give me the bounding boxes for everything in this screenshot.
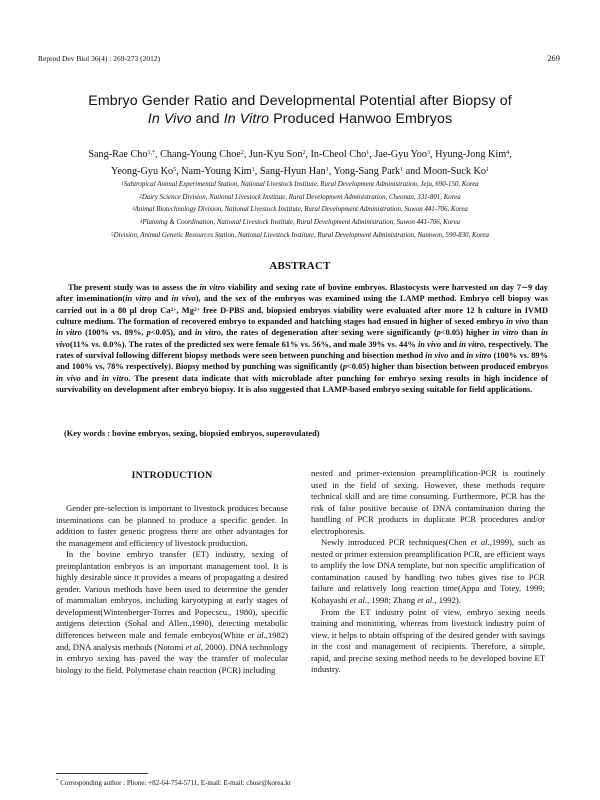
footnote-divider	[56, 773, 148, 774]
affiliations	[30, 179, 570, 243]
author-list	[40, 146, 560, 180]
author: and Moon-Suck Ko	[403, 166, 487, 177]
abstract-text: <0.05) higher	[440, 328, 493, 338]
author-sup: 1	[325, 167, 329, 173]
abstract-text: and	[80, 373, 102, 383]
abstract-sup: 2+	[193, 306, 200, 313]
abstract-italic: p	[146, 328, 151, 338]
author: Yeong-Gyu Ko	[110, 166, 174, 177]
author: , Nam-Young Kim	[176, 166, 252, 177]
author-sup: 1,*	[147, 150, 155, 156]
abstract-text: viability and sexing rate of bovine embryos. Blastocysts were harvested on day 7∼9 day after insemination(	[56, 283, 548, 304]
paragraph-italic: et al	[185, 641, 201, 652]
right-column	[311, 468, 545, 676]
abstract-italic: in vivo	[56, 328, 548, 349]
paragraph-text: ,1982) and, DNA analysis methods (Notomi	[56, 630, 288, 652]
abstract-italic: in vivo	[417, 339, 442, 349]
abstract-text: ), and the sex of the embryos was examined using the LAMP method. Embryo cell biopsy was carried out in a 80 μl drop Ca	[56, 294, 548, 315]
paragraph-text: , 1992).	[434, 595, 461, 606]
author-sup: 2	[240, 150, 244, 156]
abstract-text: <0.05) higher than bisection between produced embryos	[347, 362, 548, 372]
paragraph-text: In the bovine embryo transfer (ET) industry, sexing of preimplantation embryos is an important management tool. It is highly desirable since it provides a means of propagating a desired gender. Various methods have been used to determine the gender of mammalian embryos, including karyotyping at early stages of development(Wintenberger-Torres and Popecscu., 1980), specific antigens detection (Sohal and Allen.,1990), detecting metabolic differences between male and female embryos(White	[56, 549, 288, 641]
affiliation-text: Planning & Coordination, National Livestock Institute, Rural Development Administration, Suwon 441-706, Korea	[142, 219, 461, 227]
abstract-text: (100% vs. 89% and 100% vs, 78% respectively). Biopsy method by punching was significantly (	[56, 351, 548, 372]
affiliation-sup: 3	[132, 207, 135, 213]
author: , Jun-Kyu Son	[243, 149, 303, 160]
footnote-sup: *	[56, 779, 59, 784]
affiliation	[30, 230, 570, 243]
affiliation-text: Dairy Science Division, National Livestock Institute, Rural Development Administration, Cheonan, 331-801, Korea	[141, 193, 461, 201]
abstract-italic: in vitro	[56, 328, 82, 338]
abstract-italic: in vitro	[466, 351, 492, 361]
abstract-italic: in vitro	[194, 328, 221, 338]
affiliation-text: Animal Biotechnology Division, National Livestock Institute, Rural Development Administration, Suwon 441-706, Korea	[134, 206, 468, 214]
author: Sang-Rae Cho	[88, 149, 148, 160]
affiliation	[30, 217, 570, 230]
paragraph-italic: et al.	[247, 630, 266, 641]
paragraph-italic: et al.	[417, 595, 435, 606]
title-and: and	[191, 111, 224, 127]
paragraph-italic: et al.	[470, 537, 490, 548]
abstract-text: , Mg	[176, 305, 194, 315]
abstract-text: and	[151, 294, 172, 304]
affiliation-sup: 1	[121, 182, 124, 187]
paragraph-text: , 1998; Zhang	[367, 595, 418, 606]
affiliation	[30, 192, 570, 205]
affiliation-text: Division, Animal Genetic Resources Station, National Livestock Institute, Rural Development Administration, Namwon, 590-830, Korea	[113, 231, 489, 239]
author-line-2	[40, 163, 560, 180]
paragraph-italic: et al.	[349, 595, 368, 606]
abstract-sup: 2+	[170, 306, 177, 313]
affiliation-sup: 4	[139, 220, 143, 226]
affiliation	[30, 204, 570, 217]
paragraph: Gender pre-selection is important to livestock produces because inseminations can be planned to produce a specific gender. In addition to faster genetic progress there are other advantages for the management and efficiency of livestock production.	[56, 503, 288, 548]
author-sup: 5	[173, 167, 177, 173]
author-line-1	[40, 146, 560, 163]
page-number: 269	[547, 53, 560, 63]
affiliation	[30, 179, 570, 192]
abstract-italic: in vitro	[199, 283, 226, 292]
title-in-vitro: In Vitro	[223, 111, 270, 127]
footnote	[56, 779, 291, 787]
abstract-italic: in vitro	[458, 339, 484, 349]
affiliation-sup: 5	[111, 232, 114, 238]
abstract-heading: ABSTRACT	[269, 260, 331, 272]
affiliation-sup: 2	[139, 194, 142, 200]
abstract-italic: in vivo	[425, 351, 449, 361]
abstract-italic: in vivo	[506, 317, 530, 327]
title-line-2	[40, 110, 560, 128]
abstract-text: (100% vs. 89%,	[81, 328, 147, 338]
abstract-text: than	[518, 328, 541, 338]
paragraph: From the ET industry point of view, embryo sexing needs training and monitoring, whereas from livestock industry point of view, it helps to obtain offspring of the desired gender with savings in the cost and management of recipients. Therefore, a simple, rapid, and precise sexing method needs to be developed bovine ET industry.	[311, 606, 545, 675]
introduction-heading: INTRODUCTION	[131, 470, 213, 481]
author: , Yong-Sang Park	[328, 166, 401, 177]
author-sup: 1	[366, 150, 370, 156]
author: , Chang-Young Choe	[154, 149, 241, 160]
paragraph	[311, 537, 545, 606]
journal-citation: Reprod Dev Biol 36(4) : 269-273 (2012)	[38, 54, 161, 63]
abstract-text: than	[529, 317, 549, 327]
keywords: (Key words : bovine embryos, sexing, biopsied embryos, superovulated)	[64, 429, 320, 438]
abstract-italic: in vivo	[56, 373, 81, 383]
article-title	[40, 92, 560, 128]
affiliation-text: Subtropical Animal Experimental Station, National Livestock Institute, Rural Development Administration, Jeju, 690-150, Korea	[123, 181, 479, 188]
abstract-italic: in vivo	[171, 294, 196, 304]
abstract-italic: in vitro	[125, 294, 152, 304]
abstract-text: free D-PBS and, biopsied embryos viability were evaluated after more 12 h culture in IVMD culture medium. The formation of recovered embryo to expanded and hatching stages had ensued in higher of sexed embryo	[56, 305, 549, 327]
paragraph	[56, 549, 288, 676]
paragraph: nested and primer-extension preamplification-PCR is routinely used in the field of sexing. However, these methods require technical skill and are time consuming. Furthermore, PCR has the risk of false positive because of DNA contamination during the handling of PCR products in duplicate PCR procedures and/or electrophoresis.	[311, 468, 545, 536]
abstract-italic: p	[436, 328, 441, 338]
abstract-text: The present study was to assess the	[68, 283, 200, 292]
title-line-1: Embryo Gender Ratio and Developmental Potential after Biopsy of	[88, 93, 512, 109]
paragraph-text: Newly introduced PCR techniques(Chen	[321, 537, 471, 548]
author-sup: 3	[427, 150, 430, 156]
author: , Sang-Hyun Han	[254, 166, 326, 177]
author-comma: ,	[509, 149, 512, 160]
author-sup: 4	[506, 150, 510, 156]
paragraph-text: ,1999), such as nested or primer extension preamplification PCR, are efficient ways to amplify the low DNA template, but non specific amplification of contamination caused by handling two tubes gives rise to PCR failure and relatively long reaction time(Appa and Totey, 1999; Kobayashi	[311, 537, 545, 606]
author-sup: 1	[251, 167, 255, 173]
paragraph-text: , 2000). DNA technology in embryo sexing has paved the way the transfer of molecular biology to the field. Polymerase chain reaction (PCR) including	[56, 641, 288, 675]
abstract-text: and	[448, 351, 467, 361]
abstract-text: <0.05), and	[150, 328, 195, 338]
author: , In-Cheol Cho	[305, 149, 367, 160]
author: , Hyung-Jong Kim	[430, 149, 507, 160]
title-rest: Produced Hanwoo Embryos	[269, 111, 453, 127]
title-in-vivo: In Vivo	[147, 111, 192, 127]
left-column	[56, 503, 288, 676]
author: , Jae-Gyu Yoo	[369, 149, 427, 160]
abstract-text: (11% vs. 0.0%). The rates of the predicted sex were female 61% vs. 56%, and male 39% vs. 44%	[69, 339, 418, 349]
abstract-text: , the rates of degeneration after sexing were significantly (	[220, 328, 437, 338]
footnote-text: Corresponding author : Phone: +82-64-754-5711, E-mail: E-mail: chosr@korea.kr	[58, 779, 292, 787]
author-sup: 1	[486, 167, 490, 173]
author-sup: 2	[302, 150, 306, 156]
author-sup: 1	[400, 167, 404, 173]
abstract-italic: in vitro	[492, 328, 519, 338]
abstract-italic: in vitro	[101, 373, 129, 383]
abstract-text: . The present data indicate that with microblade after punching for embryo sexing results in high incidence of survivability on development after embryo biopsy. It is also suggested that LAMP-based embryo sexing suitable for field applications.	[56, 373, 548, 395]
abstract-text: , respectively. The rates of survival following different biopsy methods were seen between punching and bisection method	[56, 339, 548, 361]
abstract-text: and	[441, 339, 459, 349]
abstract-italic: p	[342, 362, 348, 372]
abstract-body	[56, 282, 548, 395]
